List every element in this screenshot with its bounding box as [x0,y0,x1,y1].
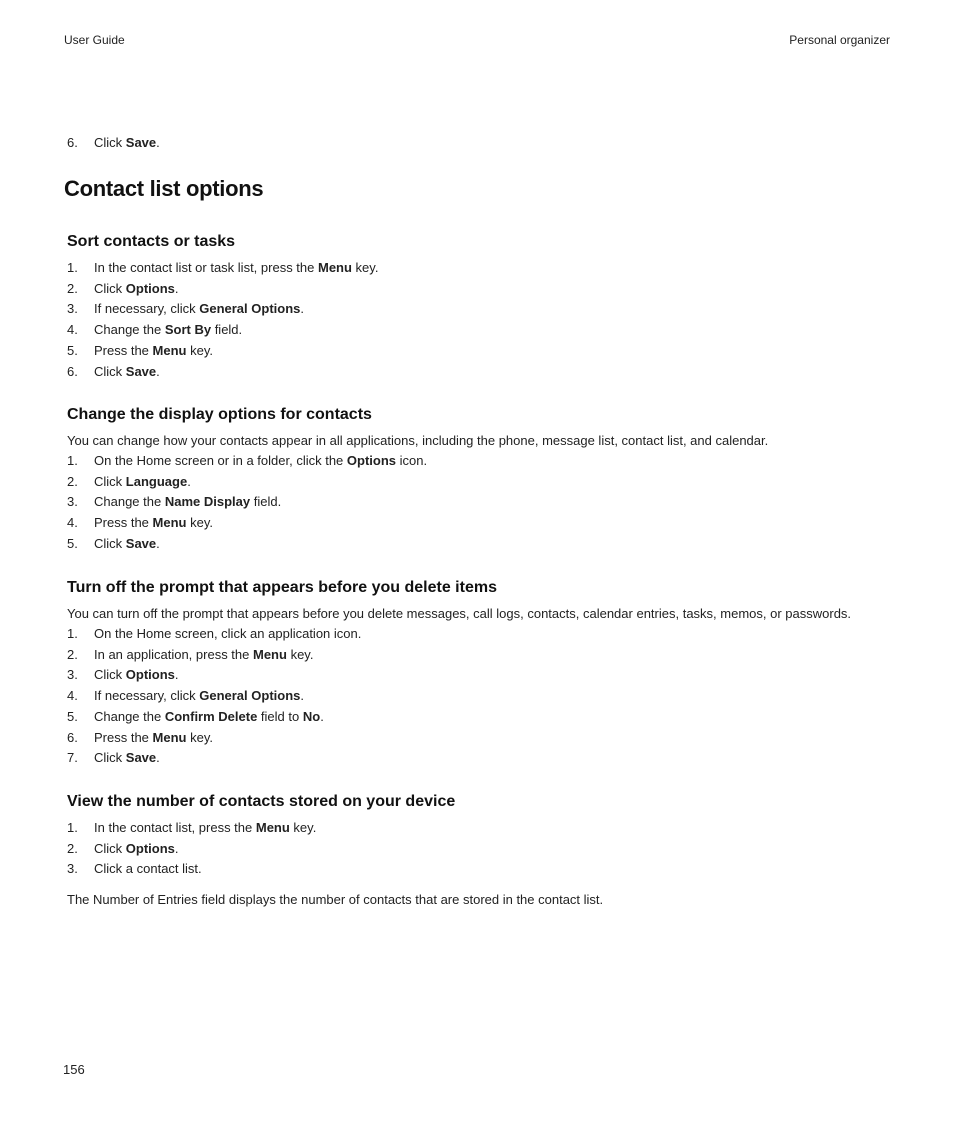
ui-term: Name Display [164,494,251,510]
section-intro: You can change how your contacts appear in all applications, including the phone, message list, contact list, and calendar. [67,433,769,448]
step-number: 6. [67,363,78,379]
ui-term: Menu [152,729,187,745]
step-number: 5. [67,708,78,724]
step-text: Click [94,280,126,296]
section-intro: You can turn off the prompt that appears before you delete messages, call logs, contacts, calendar entries, tasks, memos, or passwords. [67,606,852,621]
step-text: Change the [94,494,165,510]
ui-term: Menu [253,646,287,662]
step-number: 1. [67,453,78,468]
step-number: 1. [67,820,78,835]
step-number: 7. [67,750,78,766]
step-number: 4. [67,322,78,338]
ui-term: Menu [255,820,290,835]
section-sort-contacts [67,232,897,382]
step-text: Press the [94,515,153,531]
section-note: The Number of Entries field displays the number of contacts that are stored in the contact list. [67,892,604,908]
list-item [67,839,897,860]
ui-term: Save [125,363,157,379]
step-text: Click [94,750,126,766]
ui-term: Options [125,280,175,296]
ui-term: Menu [152,342,187,358]
step-number: 5. [67,535,78,551]
ui-term: Options [346,453,397,468]
list-item [67,748,897,769]
steps-list [67,258,897,382]
step-number: 3. [67,301,78,317]
ui-term: Save [125,135,157,150]
list-item [67,299,897,320]
step-text: On the Home screen or in a folder, click the [94,453,347,468]
step-text: . [187,473,191,489]
step-number: 2. [67,840,78,856]
step-text: In an application, press the [94,646,253,662]
running-header-left: User Guide [64,33,125,47]
step-text: . [156,135,160,150]
ui-term: Menu [317,260,352,275]
step-number: 6. [67,135,78,150]
list-item [67,258,897,279]
ui-term: Options [125,667,175,683]
list-item [67,686,897,707]
step-text: If necessary, click [94,301,200,317]
step-text: key. [286,646,314,662]
section-heading: Change the display options for contacts [67,406,372,423]
step-text: Press the [94,729,153,745]
ui-term: General Options [199,301,301,317]
ui-term: No [302,708,321,724]
section-heading: Turn off the prompt that appears before you delete items [67,579,497,596]
step-text: On the Home screen, click an application icon. [94,626,362,641]
step-number: 2. [67,646,78,662]
step-text: Click [94,473,126,489]
steps-list [67,451,897,555]
page-title: Contact list options [64,176,264,201]
step-text: . [156,363,160,379]
step-text: icon. [396,453,428,468]
step-text: Change the [94,322,165,338]
list-item [67,534,897,555]
page-number: 156 [63,1062,85,1077]
list-item [67,818,897,839]
step-text: . [320,708,324,724]
step-text: . [174,667,179,683]
step-number: 3. [67,667,78,683]
step-number: 3. [67,494,78,510]
running-header-right: Personal organizer [789,33,890,47]
list-item [67,472,897,493]
step-text: If necessary, click [94,688,200,704]
list-item [67,279,897,300]
ui-term: Language [125,473,188,489]
step-text: Click [94,840,126,856]
step-number: 6. [67,729,78,745]
list-item [67,728,897,749]
steps-list [67,818,897,880]
list-item [67,362,897,383]
ui-term: Confirm Delete [164,708,258,724]
list-item [67,645,897,666]
step-text: Click [94,667,126,683]
step-text: . [156,535,160,551]
section-number-of-contacts [67,792,897,910]
list-item [67,859,897,880]
step-text: key. [289,820,317,835]
step-number: 2. [67,473,78,489]
step-text: key. [186,515,213,531]
list-item [67,707,897,728]
step-number: 1. [67,626,78,641]
list-item [67,492,897,513]
step-number: 5. [67,342,78,358]
step-text: field. [250,494,282,510]
step-text: Press the [94,342,153,358]
step-text: key. [186,729,213,745]
ui-term: Sort By [164,322,212,338]
step-number: 4. [67,688,78,704]
previous-steps-list [67,133,160,154]
list-item [67,665,897,686]
list-item [67,513,897,534]
step-text: . [174,280,179,296]
ui-term: Options [125,840,175,856]
list-item [67,451,897,472]
step-text: field. [211,322,243,338]
step-number: 1. [67,260,78,275]
step-text: Click [94,535,126,551]
step-text: . [156,750,160,766]
ui-term: General Options [199,688,301,704]
ui-term: Menu [152,515,187,531]
section-heading: Sort contacts or tasks [67,233,236,250]
step-text: field to [257,708,303,724]
step-number: 4. [67,515,78,531]
ui-term: Save [125,535,157,551]
section-display-options [67,405,897,555]
step-text: key. [186,342,213,358]
step-text: In the contact list or task list, press the [94,260,318,275]
step-number: 3. [67,861,78,877]
list-item [67,341,897,362]
step-text: Click a contact list. [94,861,202,877]
list-item [67,624,897,645]
section-delete-prompt [67,578,897,769]
ui-term: Save [125,750,157,766]
step-text: Change the [94,708,165,724]
step-text: Click [94,363,126,379]
steps-list [67,624,897,769]
list-item [67,320,897,341]
step-text: . [174,840,179,856]
step-number: 2. [67,280,78,296]
step-text: key. [351,260,379,275]
step-text: Click [94,135,126,150]
step-text: . [300,688,304,704]
list-item [67,133,160,154]
step-text: . [300,301,304,317]
step-text: In the contact list, press the [94,820,256,835]
section-heading: View the number of contacts stored on your device [67,793,456,810]
